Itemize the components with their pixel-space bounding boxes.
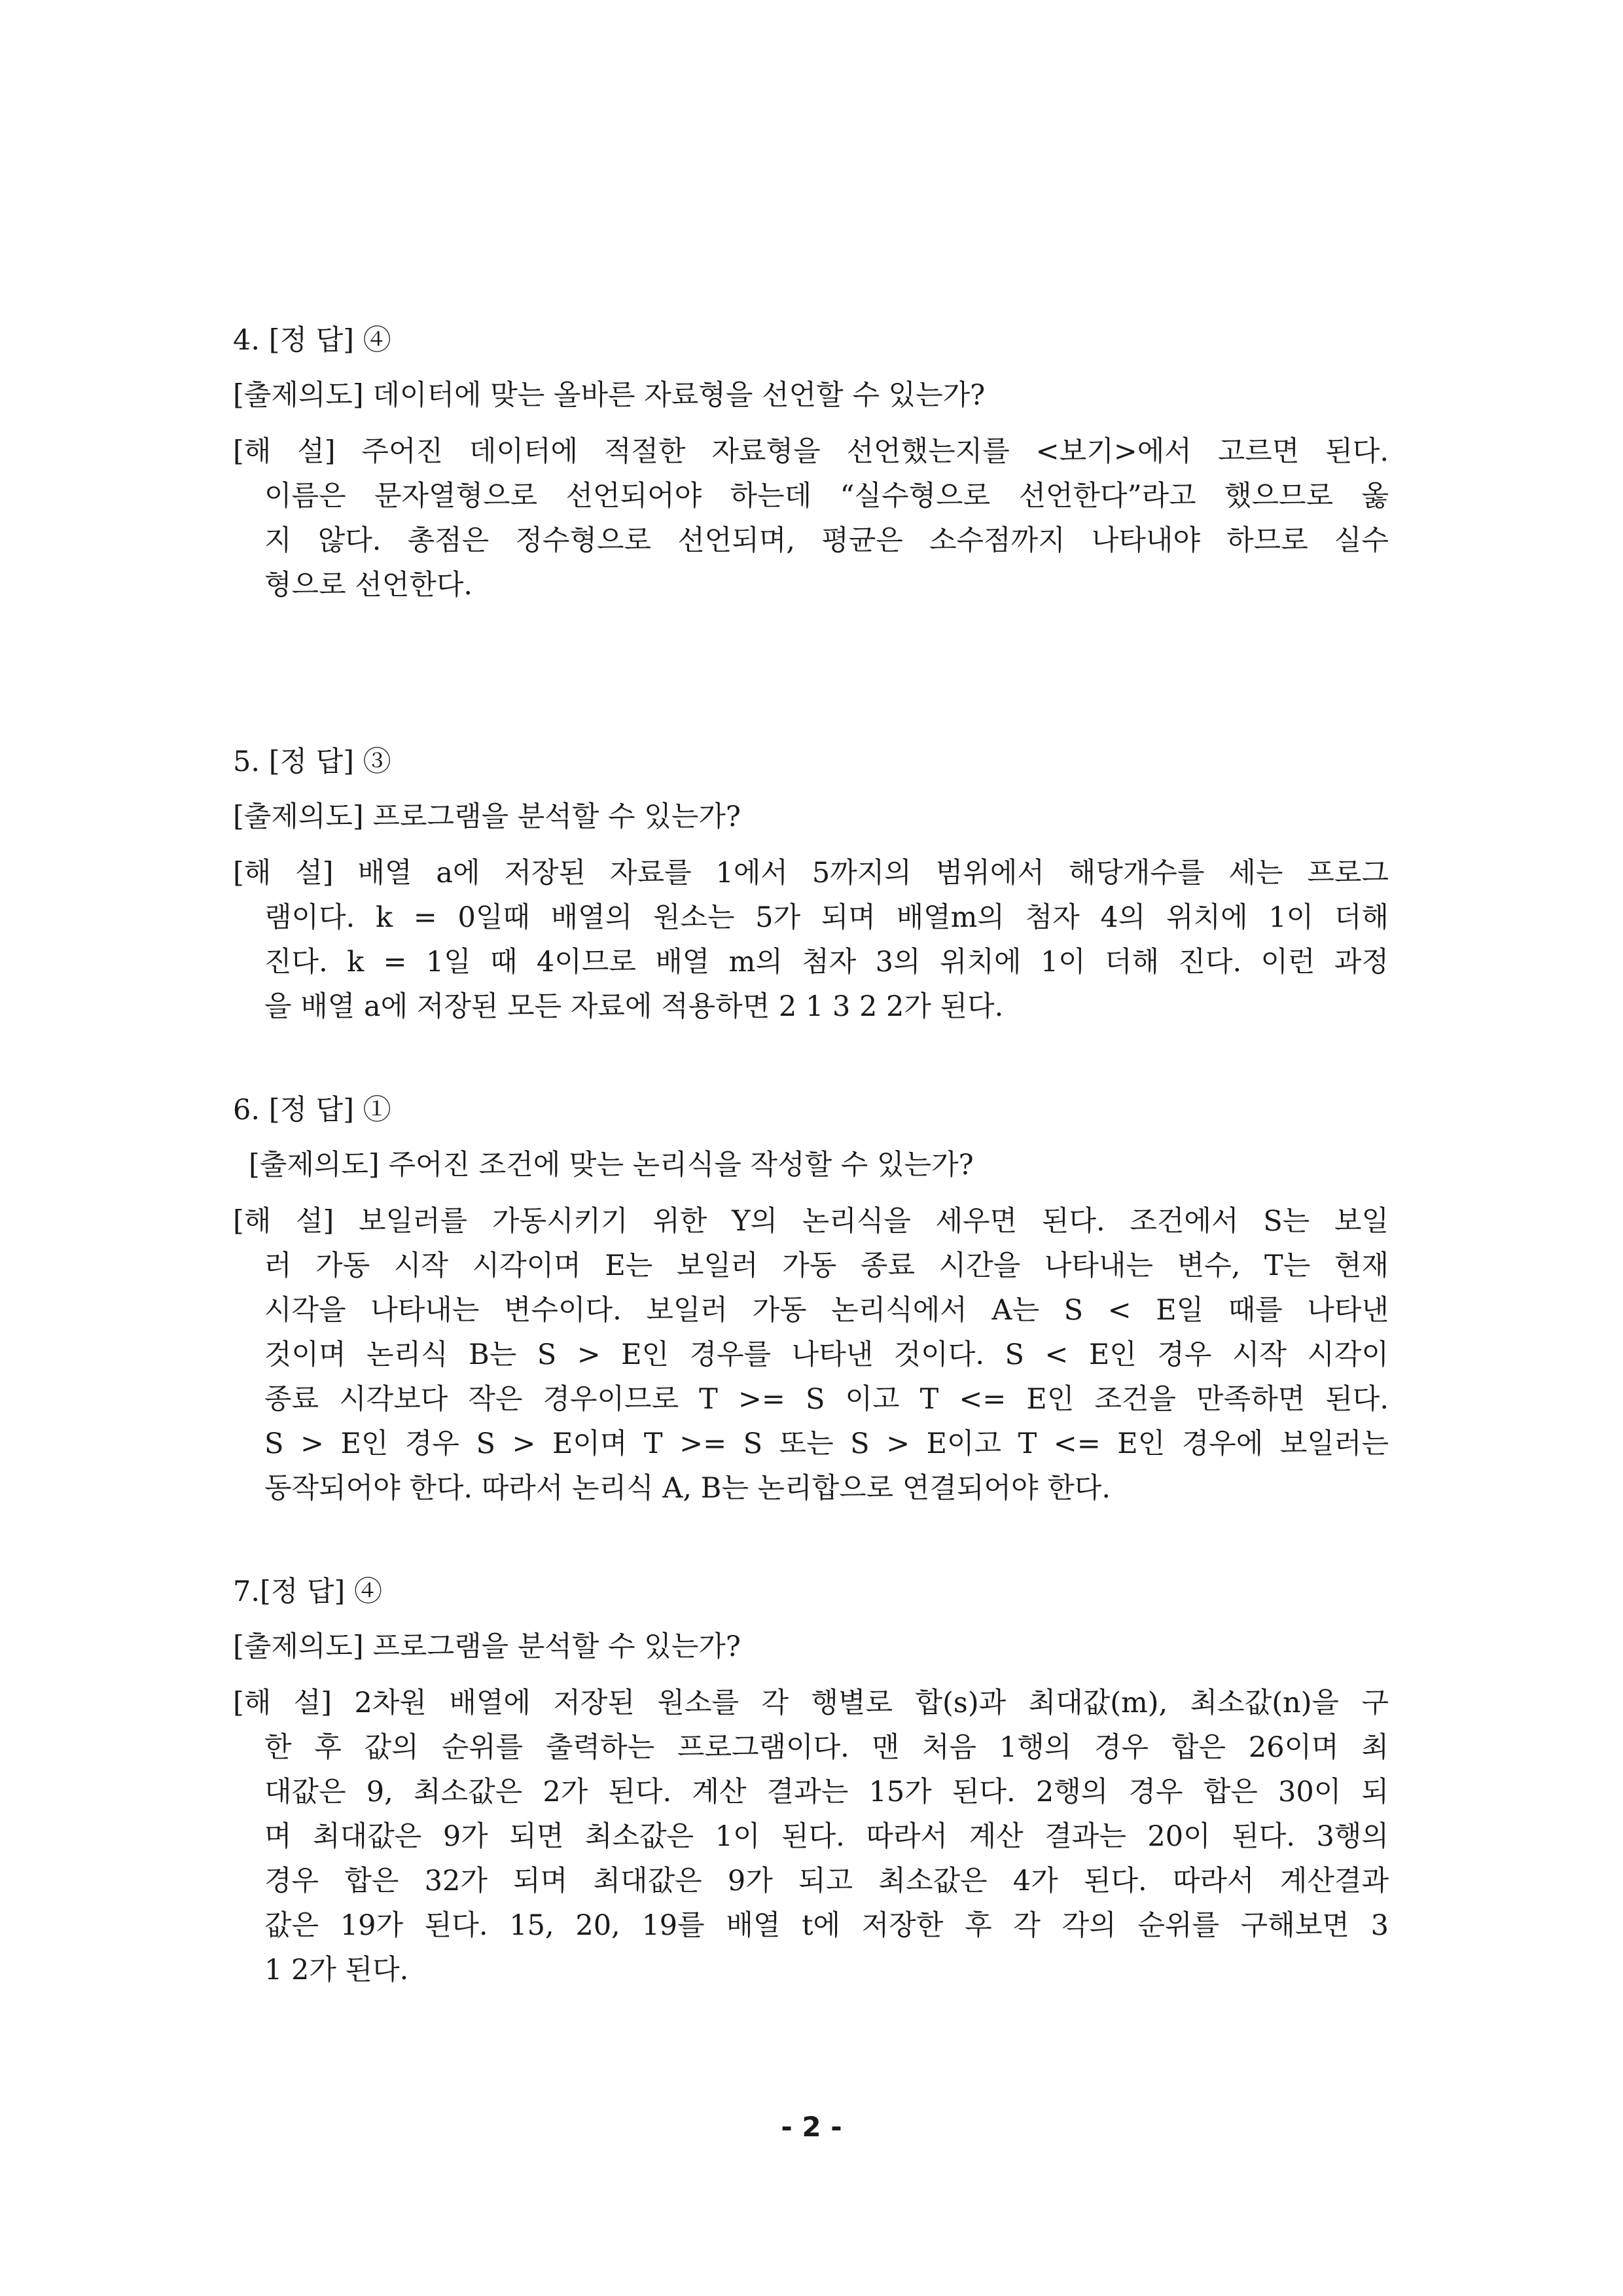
explanation-6-line-3: 시각을 나타내는 변수이다. 보일러 가동 논리식에서 A는 S < E일 때를 나타낸: [264, 1294, 1389, 1327]
explanation-6-line-1: [해 설] 보일러를 가동시키기 위한 Y의 논리식을 세우면 된다. 조건에서 S는 보일: [233, 1205, 1389, 1238]
explanation-6-line-4: 것이며 논리식 B는 S > E인 경우를 나타낸 것이다. S < E인 경우 시작 시각이: [264, 1338, 1389, 1371]
intent-6: [출제의도] 주어진 조건에 맞는 논리식을 작성할 수 있는가?: [249, 1149, 974, 1181]
explanation-5-line-2: 램이다. k = 0일때 배열의 원소는 5가 되며 배열m의 첨자 4의 위치에 1이 더해: [264, 901, 1389, 934]
explanation-7-line-6: 값은 19가 된다. 15, 20, 19를 배열 t에 저장한 후 각 각의 순위를 구해보면 3: [264, 1909, 1389, 1942]
page-number: - 2 -: [781, 2111, 842, 2143]
explanation-7-line-2: 한 후 값의 순위를 출력하는 프로그램이다. 맨 처음 1행의 경우 합은 26이며 최: [264, 1731, 1389, 1764]
explanation-4-line-1: [해 설] 주어진 데이터에 적절한 자료형을 선언했는지를 <보기>에서 고르면 된다.: [233, 435, 1389, 468]
explanation-7-line-5: 경우 합은 32가 되며 최대값은 9가 되고 최소값은 4가 된다. 따라서 계산결과: [264, 1865, 1389, 1897]
answer-7: 7.[정 답] ④: [233, 1575, 382, 1608]
explanation-4-line-4: 형으로 선언한다.: [264, 569, 473, 601]
explanation-6-line-5: 종료 시각보다 작은 경우이므로 T >= S 이고 T <= E인 조건을 만족하면 된다.: [264, 1383, 1389, 1416]
answer-6: 6. [정 답] ①: [233, 1094, 391, 1126]
explanation-6-line-7: 동작되어야 한다. 따라서 논리식 A, B는 논리합으로 연결되어야 한다.: [264, 1472, 1111, 1505]
explanation-5-line-1: [해 설] 배열 a에 저장된 자료를 1에서 5까지의 범위에서 해당개수를 세는 프로그: [233, 857, 1389, 889]
explanation-5-line-3: 진다. k = 1일 때 4이므로 배열 m의 첨자 3의 위치에 1이 더해 진다. 이런 과정: [264, 946, 1389, 978]
intent-5: [출제의도] 프로그램을 분석할 수 있는가?: [233, 800, 741, 833]
intent-7: [출제의도] 프로그램을 분석할 수 있는가?: [233, 1630, 741, 1663]
explanation-7-line-1: [해 설] 2차원 배열에 저장된 원소를 각 행별로 합(s)과 최대값(m), 최소값(n)을 구: [233, 1687, 1389, 1719]
explanation-7-line-3: 대값은 9, 최소값은 2가 된다. 계산 결과는 15가 된다. 2행의 경우 합은 30이 되: [264, 1776, 1389, 1808]
explanation-5-line-4: 을 배열 a에 저장된 모든 자료에 적용하면 2 1 3 2 2가 된다.: [264, 990, 1004, 1023]
explanation-7-line-4: 며 최대값은 9가 되면 최소값은 1이 된다. 따라서 계산 결과는 20이 된다. 3행의: [264, 1820, 1389, 1853]
explanation-4-line-3: 지 않다. 총점은 정수형으로 선언되며, 평균은 소수점까지 나타내야 하므로 실수: [264, 524, 1389, 557]
intent-4: [출제의도] 데이터에 맞는 올바른 자료형을 선언할 수 있는가?: [233, 379, 986, 412]
answer-4: 4. [정 답] ④: [233, 324, 391, 357]
explanation-6-line-2: 러 가동 시작 시각이며 E는 보일러 가동 종료 시간을 나타내는 변수, T는 현재: [264, 1249, 1389, 1282]
answer-5: 5. [정 답] ③: [233, 745, 391, 778]
explanation-4-line-2: 이름은 문자열형으로 선언되어야 하는데 “실수형으로 선언한다”라고 했으므로 옳: [264, 480, 1389, 512]
explanation-7-line-7: 1 2가 된다.: [264, 1954, 409, 1986]
explanation-6-line-6: S > E인 경우 S > E이며 T >= S 또는 S > E이고 T <= E인 경우에 보일러는: [264, 1427, 1389, 1460]
